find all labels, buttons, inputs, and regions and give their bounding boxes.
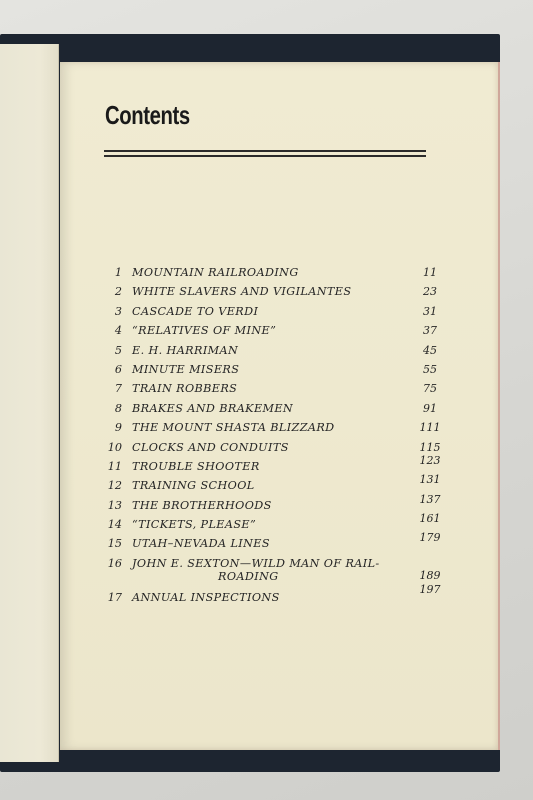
page-number: 91 <box>423 401 437 415</box>
chapter-number: 7 <box>114 382 122 396</box>
page-number: 31 <box>423 304 437 318</box>
page-number: 45 <box>423 343 437 357</box>
chapter-title: TRAINING SCHOOL <box>132 479 255 493</box>
toc-entry <box>98 441 448 460</box>
facing-page-edge <box>0 44 59 762</box>
chapter-number: 10 <box>107 440 122 454</box>
page-number: 75 <box>423 382 437 396</box>
toc-entry <box>98 582 448 610</box>
chapter-number: 6 <box>114 362 122 376</box>
page-number: 111 <box>419 421 441 435</box>
page-number: 179 <box>419 531 441 545</box>
chapter-title-line-2: ROADING <box>218 569 279 583</box>
toc-entry <box>98 557 448 591</box>
chapter-title: ANNUAL INSPECTIONS <box>132 590 280 604</box>
chapter-title: BRAKES AND BRAKEMEN <box>132 401 294 415</box>
toc-entry <box>98 363 448 382</box>
page-number: 161 <box>419 512 441 526</box>
chapter-title: THE MOUNT SHASTA BLIZZARD <box>132 421 335 435</box>
chapter-number: 8 <box>114 401 122 415</box>
toc-entry <box>98 305 448 324</box>
title-rule-upper <box>104 150 426 152</box>
page-number: 11 <box>423 266 437 279</box>
chapter-title: TRAIN ROBBERS <box>132 382 238 396</box>
page-title: Contents <box>105 100 190 130</box>
toc-entry <box>98 266 448 285</box>
chapter-title: CASCADE TO VERDI <box>132 304 259 318</box>
chapter-number: 12 <box>107 479 122 493</box>
chapter-number: 4 <box>114 324 122 338</box>
toc-entry <box>98 473 448 498</box>
page-number: 115 <box>419 440 441 454</box>
chapter-title <box>132 557 380 583</box>
chapter-title: MOUNTAIN RAILROADING <box>132 266 299 279</box>
page-number: 197 <box>419 582 441 596</box>
chapter-title: THE BROTHERHOODS <box>132 498 272 512</box>
chapter-number: 1 <box>114 266 122 279</box>
chapter-number: 5 <box>114 343 122 357</box>
toc-entry <box>98 344 448 363</box>
chapter-title: “TICKETS, PLEASE” <box>132 518 257 532</box>
chapter-number: 17 <box>107 590 122 604</box>
chapter-number: 11 <box>107 459 122 473</box>
chapter-number: 13 <box>107 498 122 512</box>
page-number: 37 <box>423 324 437 338</box>
chapter-title: E. H. HARRIMAN <box>132 343 239 357</box>
page-number: 23 <box>423 285 437 299</box>
toc-entry <box>98 402 448 421</box>
page-number: 55 <box>423 362 437 376</box>
chapter-title: “RELATIVES OF MINE” <box>132 324 277 338</box>
chapter-title: UTAH–NEVADA LINES <box>132 537 270 551</box>
chapter-title: WHITE SLAVERS AND VIGILANTES <box>132 285 352 299</box>
toc-entry <box>98 382 448 401</box>
toc-entry <box>98 285 448 304</box>
chapter-number: 15 <box>107 537 122 551</box>
page-number: 189 <box>419 568 441 582</box>
chapter-number: 9 <box>114 421 122 435</box>
toc-entry <box>98 512 448 537</box>
chapter-title: CLOCKS AND CONDUITS <box>132 440 289 454</box>
table-of-contents <box>98 266 448 610</box>
chapter-number: 2 <box>114 285 122 299</box>
chapter-title: MINUTE MISERS <box>132 362 240 376</box>
toc-entry <box>98 453 448 479</box>
page-number: 137 <box>419 492 441 506</box>
chapter-number: 3 <box>114 304 122 318</box>
chapter-title: TROUBLE SHOOTER <box>132 459 260 473</box>
toc-entry <box>98 531 448 556</box>
chapter-number: 14 <box>107 518 122 532</box>
toc-entry <box>98 324 448 343</box>
toc-entry <box>98 421 448 440</box>
title-rule-lower <box>104 155 426 157</box>
page-number: 123 <box>419 453 441 467</box>
page-number: 131 <box>419 473 441 487</box>
toc-entry <box>98 492 448 518</box>
chapter-number: 16 <box>107 556 122 570</box>
chapter-title-line-1: JOHN E. SEXTON—WILD MAN OF RAIL- <box>132 556 380 570</box>
